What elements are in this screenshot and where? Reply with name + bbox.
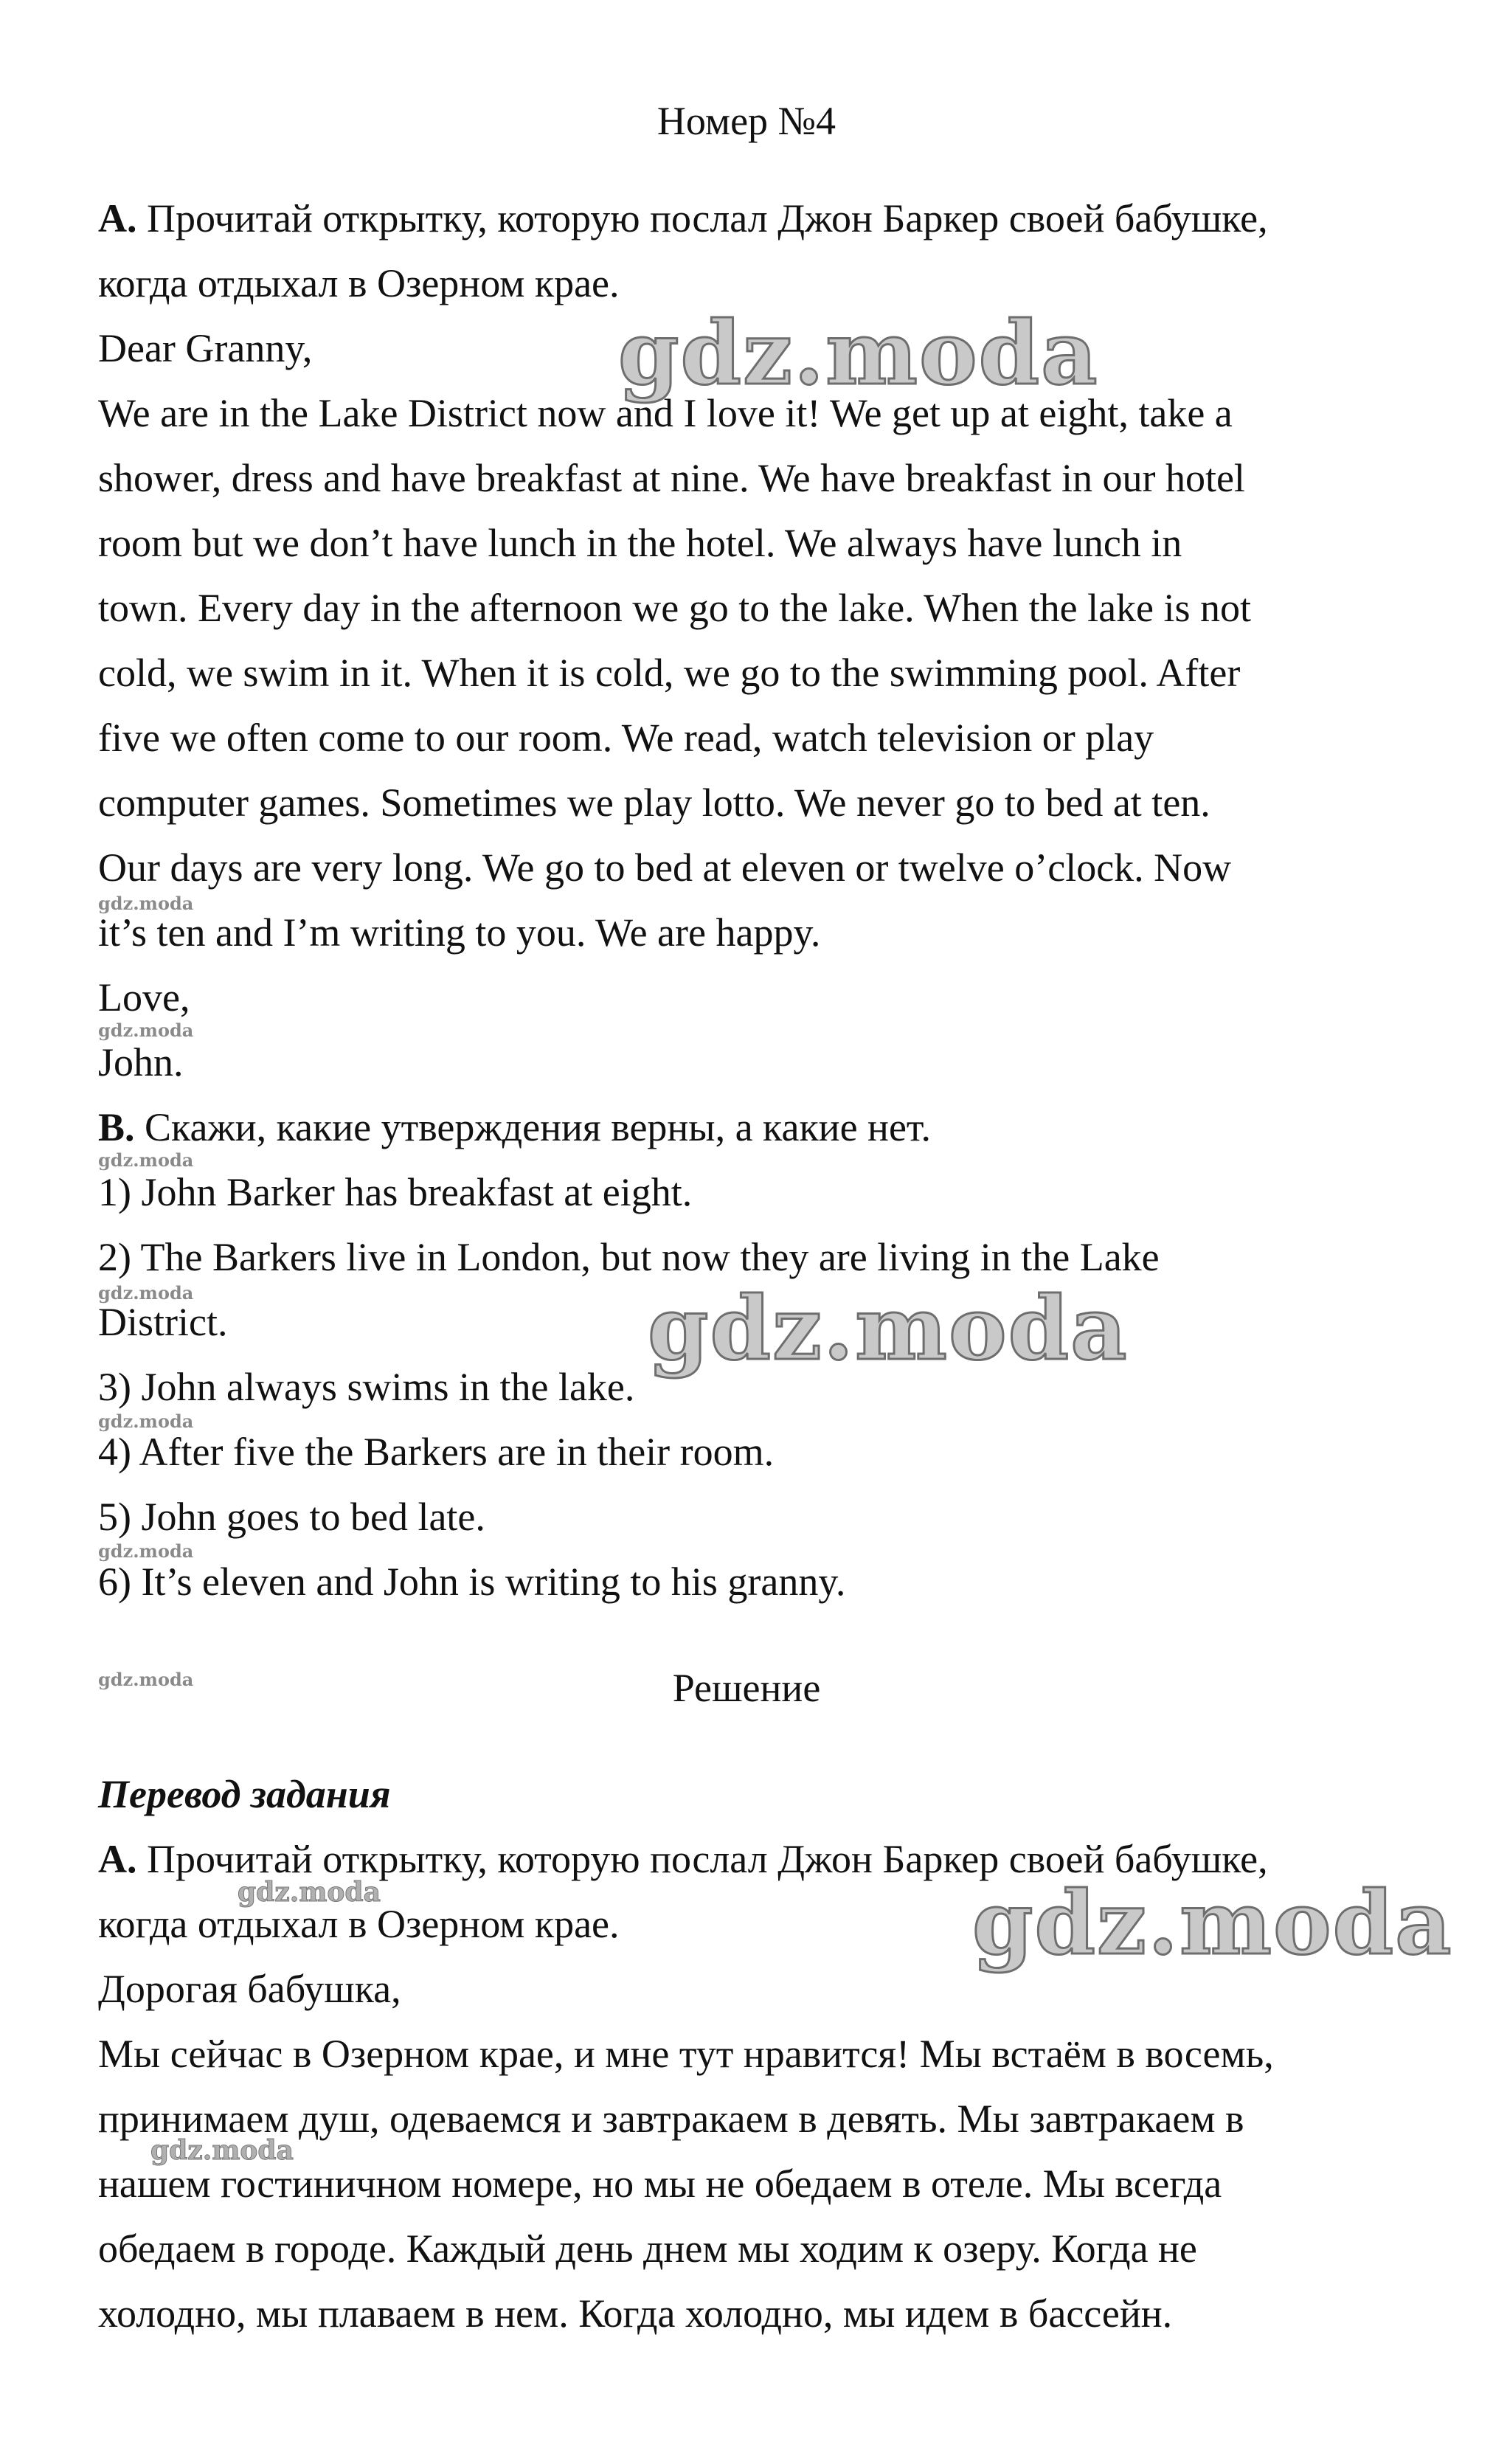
translation-line: Мы сейчас в Озерном крае, и мне тут нравится! Мы встаём в восемь, [98,2032,1274,2076]
letter-salutation: Dear Granny, [98,326,313,370]
letter-line: room but we don’t have lunch in the hotel. We always have lunch in [98,521,1182,565]
letter-line: it’s ten and I’m writing to you. We are happy. [98,910,821,955]
translation-salutation: Дорогая бабушка, [98,1967,401,2011]
task-b-label: B. [98,1105,135,1149]
translation-line: обедаем в городе. Каждый день днем мы ходим к озеру. Когда не [98,2226,1197,2271]
translation-line: принимаем душ, одеваемся и завтракаем в девять. Мы завтракаем в [98,2097,1244,2141]
letter-line: We are in the Lake District now and I love it! We get up at eight, take a [98,391,1233,435]
watermark-medium: gdz.moda [150,2135,294,2166]
watermark-small: gdz.moda [98,1411,194,1432]
watermark-small: gdz.moda [98,1020,194,1041]
translation-line: холодно, мы плаваем в нем. Когда холодно, мы идем в бассейн. [98,2291,1173,2336]
task-a-label: A. [98,196,137,240]
solution-heading: Решение [672,1666,821,1710]
watermark-small: gdz.moda [98,1149,194,1171]
statement-item: 4) After five the Barkers are in their room. [98,1430,775,1474]
statement-item: 5) John goes to bed late. [98,1495,485,1539]
translation-line: нашем гостиничном номере, но мы не обедаем в отеле. Мы всегда [98,2162,1222,2206]
letter-line: computer games. Sometimes we play lotto. We never go to bed at ten. [98,781,1210,825]
translation-task-label: A. [98,1837,137,1881]
letter-closing: Love, [98,975,190,1020]
letter-line: five we often come to our room. We read, watch television or play [98,716,1154,760]
watermark-small: gdz.moda [98,1282,194,1304]
task-b-text: Скажи, какие утверждения верны, а какие нет. [134,1105,931,1149]
translation-task-line-2: когда отдыхал в Озерном крае. [98,1902,620,1946]
watermark-small: gdz.moda [98,1669,194,1690]
statement-item: 3) John always swims in the lake. [98,1365,635,1409]
letter-line: cold, we swim in it. When it is cold, we go to the swimming pool. After [98,651,1241,695]
statement-item: 2) The Barkers live in London, but now they are living in the Lake [98,1235,1160,1279]
letter-line: town. Every day in the afternoon we go to the lake. When the lake is not [98,586,1252,630]
watermark-small: gdz.moda [98,1540,194,1562]
statement-item: District. [98,1300,228,1344]
task-a-line-1 [98,195,1268,242]
letter-line: shower, dress and have breakfast at nine. We have breakfast in our hotel [98,456,1245,500]
page-title: Номер №4 [657,99,836,143]
translation-task-text-1: Прочитай открытку, которую послал Джон Баркер своей бабушке, [136,1837,1268,1881]
task-b-line [98,1104,931,1151]
watermark-medium: gdz.moda [238,1877,381,1908]
watermark-large: gdz.moda [648,1277,1129,1380]
watermark-small: gdz.moda [98,893,194,914]
statement-item: 1) John Barker has breakfast at eight. [98,1170,693,1214]
translation-heading: Перевод задания [98,1772,391,1816]
watermark-large: gdz.moda [972,1872,1453,1974]
letter-line: Our days are very long. We go to bed at eleven or twelve o’clock. Now [98,845,1232,890]
statement-item: 6) It’s eleven and John is writing to his granny. [98,1560,846,1604]
task-a-text-1: Прочитай открытку, которую послал Джон Баркер своей бабушке, [136,196,1268,240]
letter-signature: John. [98,1040,184,1084]
task-a-line-2: когда отдыхал в Озерном крае. [98,261,620,305]
watermark-large: gdz.moda [618,302,1099,404]
